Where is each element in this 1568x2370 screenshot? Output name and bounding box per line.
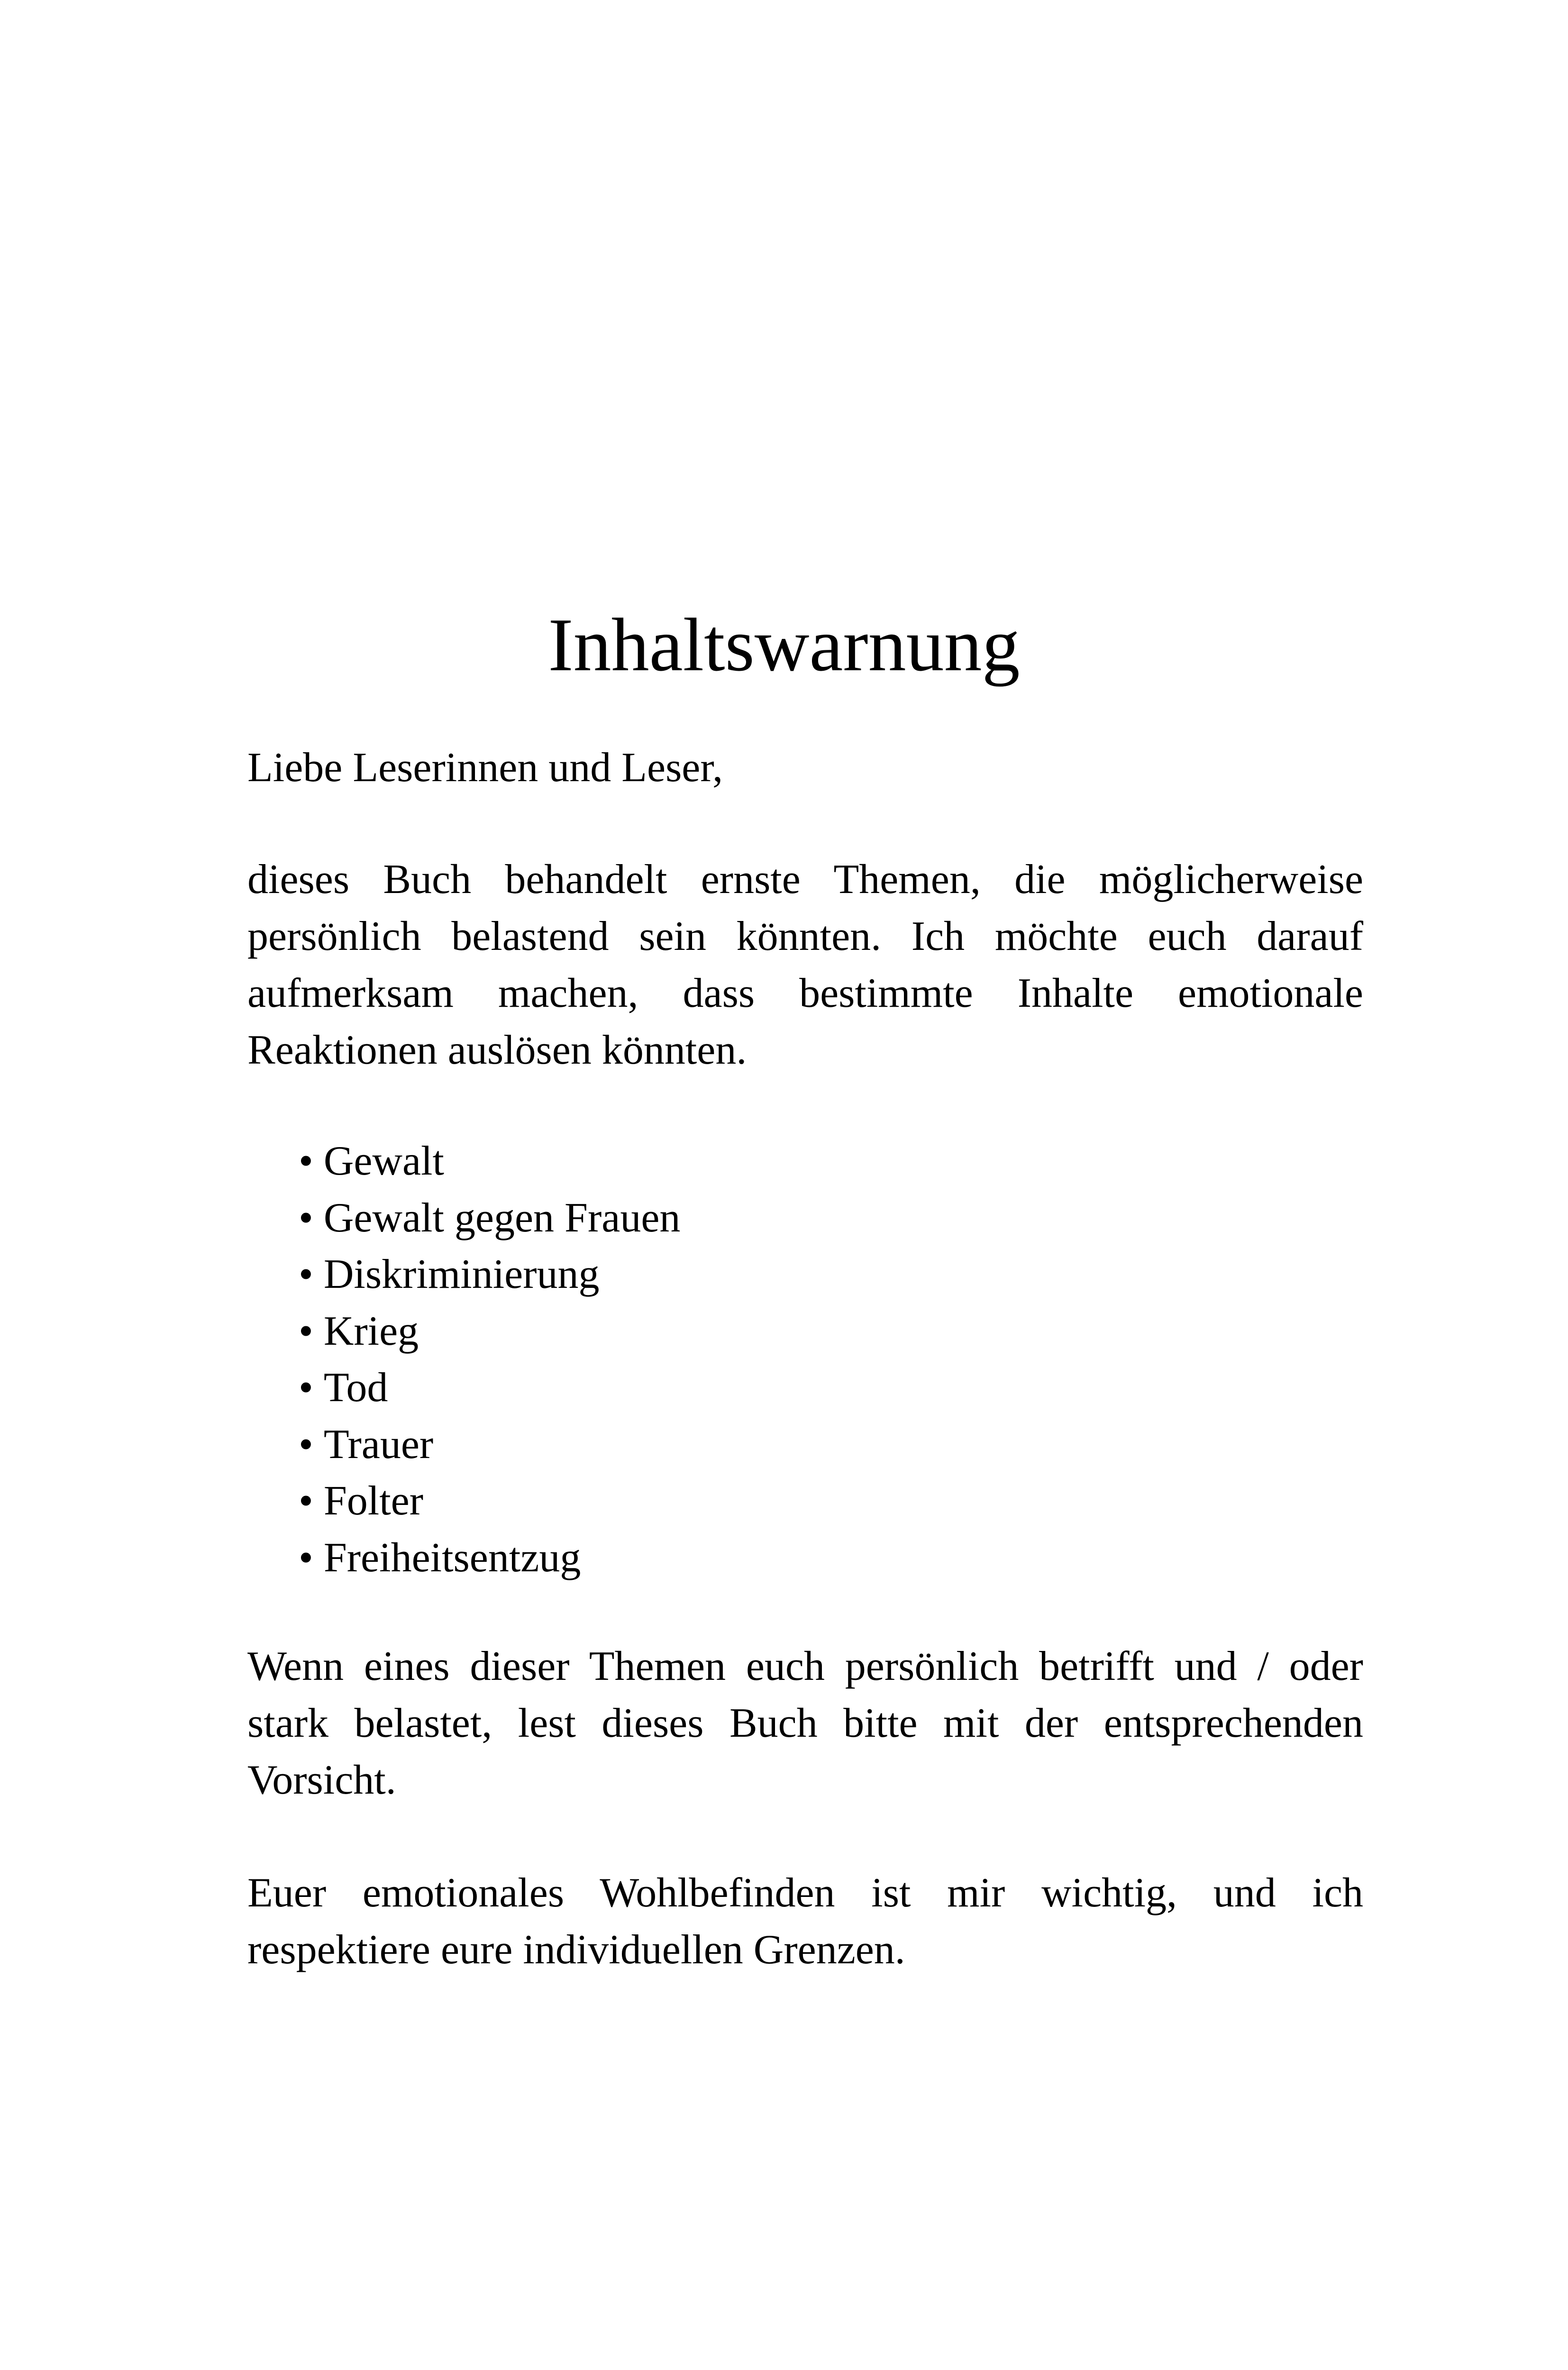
bullet-icon: • (299, 1534, 313, 1581)
trigger-label: Gewalt gegen Frauen (323, 1194, 681, 1241)
trigger-label: Diskriminierung (323, 1251, 600, 1297)
list-item (299, 1190, 680, 1247)
intro-paragraph: dieses Buch behandelt ernste Themen, die möglicherweise persönlich belastend sein könnten. Ich möchte euch darauf aufmerksam machen, dass bestimmte Inhalte emotionale Reaktionen auslösen könnten. (247, 857, 1363, 1073)
bullet-icon: • (299, 1421, 313, 1468)
bullet-icon: • (299, 1308, 313, 1354)
trigger-label: Trauer (323, 1421, 434, 1468)
list-item (299, 1303, 680, 1360)
caution-paragraph: Wenn eines dieser Themen euch persönlich betrifft und / oder stark belastet, lest dieses Buch bitte mit der entsprechenden Vorsicht. (247, 1643, 1363, 1803)
bullet-icon: • (299, 1478, 313, 1524)
bullet-icon: • (299, 1365, 313, 1411)
trigger-label: Freiheitsentzug (323, 1534, 581, 1581)
bullet-icon: • (299, 1251, 313, 1297)
trigger-label: Tod (323, 1365, 388, 1411)
bullet-icon: • (299, 1194, 313, 1241)
page-title: Inhaltswarnung (548, 602, 1020, 687)
trigger-list (299, 1133, 680, 1586)
list-item (299, 1473, 680, 1530)
list-item (299, 1133, 680, 1190)
list-item (299, 1530, 680, 1586)
list-item (299, 1416, 680, 1473)
trigger-label: Gewalt (323, 1138, 444, 1184)
closing-paragraph: Euer emotionales Wohlbefinden ist mir wichtig, und ich respektiere eure individuellen Grenzen. (247, 1870, 1363, 1973)
trigger-label: Folter (323, 1478, 424, 1524)
list-item (299, 1246, 680, 1303)
salutation: Liebe Leserinnen und Leser, (247, 745, 723, 791)
bullet-icon: • (299, 1138, 313, 1184)
trigger-label: Krieg (323, 1308, 419, 1354)
list-item (299, 1359, 680, 1416)
